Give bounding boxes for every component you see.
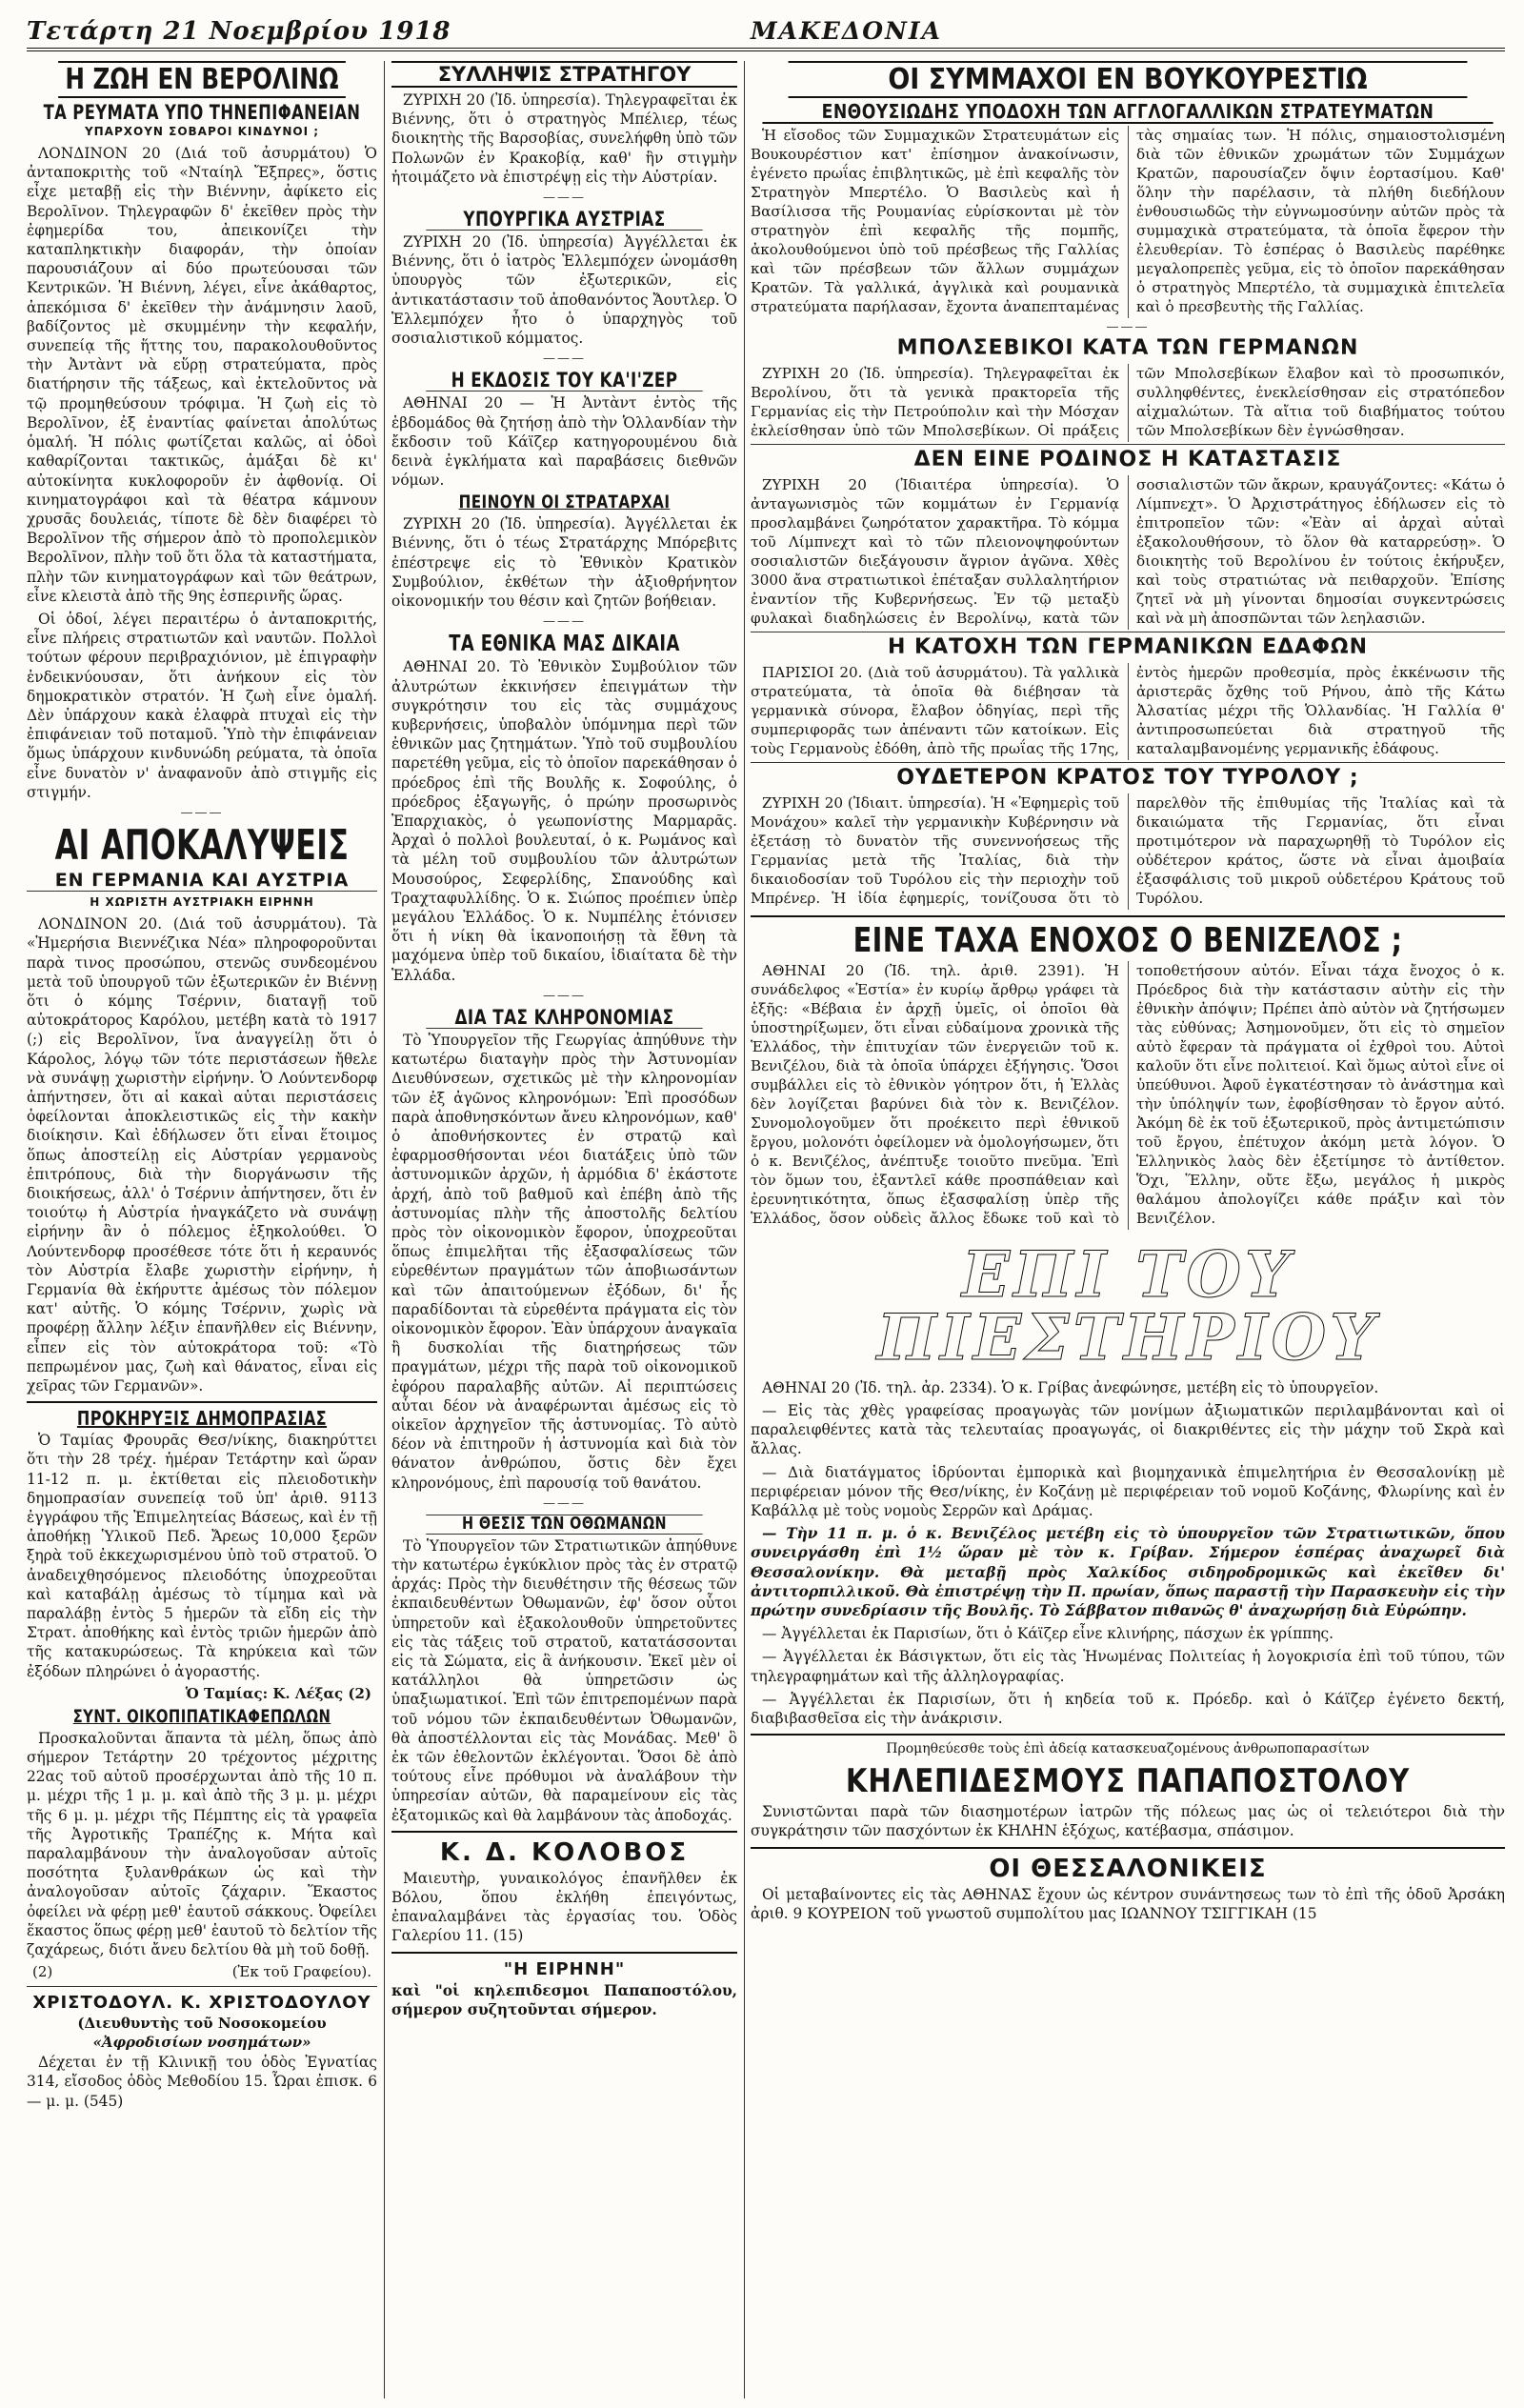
article-body: — Τὴν 11 π. μ. ὁ κ. Βενιζέλος μετέβη εἰς τὸ ὑπουργεῖον τῶν Στρατιωτικῶν, ὅπου συνειργάσθη ἐπὶ 1½ ὥραν μὲ τὸν κ. Γρίβαν. Σήμερον ἑσπέρας ἀναχωρεῖ διὰ Θεσσαλονίκην. Θὰ μεταβῇ πρὸς Χαλκίδος σιδηροδρομικῶς καὶ ἐκεῖθεν δι' ἀντιτορπιλλικοῦ. Θὰ ἐπιστρέψῃ τὴν Π. πρωίαν, ὅπως παραστῇ τὴν Παρασκευὴν εἰς τὴν πρώτην συνεδρίασιν τῆς Βουλῆς. Τὸ Σάββατον πιθανῶς θ' ἀναχωρήσῃ διὰ Εὐρώπην.	[751, 1525, 1505, 1620]
article-body: ΖΥΡΙΧΗ 20 (Ἰδ. ὑπηρεσία). Τηλεγραφεῖται ἐκ Βιέννης, ὅτι ὁ στρατηγὸς Μπέλιερ, τέως διοικητὴς τῆς Βαρσοβίας, συνελήφθη ὑπὸ τῶν Πολωνῶν ἐν Κρακοβίᾳ, καθ' ἣν στιγμὴν ἡτοιμάζετο νὰ ἐπιστρέψῃ εἰς τὴν Αὐστρίαν.	[391, 91, 737, 186]
article-body: Τὸ Ὑπουργεῖον τῶν Στρατιωτικῶν ἀπηύθυνε τὴν κατωτέρω ἐγκύκλιον πρὸς τὰς ἐν στρατῷ ἀρχάς: Πρὸς τὴν διευθέτησιν τῆς θέσεως τῶν ἐκπαιδευθέντων Ὀθωμανῶν, ἐφ' ὅσον οὗτοι ὑπηρετοῦν καὶ ἐξακολουθοῦν ὑπηρετοῦντες εἰς τὰς τάξεις τοῦ στρατοῦ, κατατάσσονται εἰς τὰ Σώματα, εἰς ἃ ἀνήκουσιν. Ἐκεῖ μὲν οἱ κατάλληλοι θὰ ὑπηρετῶσιν ὡς ὑπαξιωματικοί. Ἐπὶ τῶν ἐπιτρεπομένων παρὰ τοῦ νόμου τῶν ἐκπαιδευθέντων Ὀθωμανῶν, θὰ ἀποστέλλονται εἰς τὰς Μονάδας. Μεθ' ὃ ἐκ τῶν ἐθελοντῶν ἐκλέγονται. Ὅσοι δὲ ἀπὸ τούτους εἶνε πρόθυμοι νὰ ἀναλάβουν τὴν ὑπηρεσίαν αὐτῶν, θὰ παραμείνουν εἰς τὰς ἐξατομικῶς καὶ θὰ λαμβάνουν τὰς ἀποδοχάς.	[391, 1536, 737, 1824]
article-headline: ΕΠΙ ΤΟΥ ΠΙΕΣΤΗΡΙΟΥ	[876, 1236, 1379, 1375]
article-body-columns	[751, 663, 1505, 760]
separator: ———	[180, 805, 224, 820]
article-body: ΑΘΗΝΑΙ 20 — Ἡ Ἀντὰντ ἐντὸς τῆς ἑβδομάδος θὰ ζητήσῃ ἀπὸ τὴν Ὁλλανδίαν τὴν ἔκδοσιν τοῦ Κάϊζερ κατηγορουμένου διὰ δεινὰ ἐγκλήματα καὶ παραβάσεις διεθνῶν νόμων.	[391, 394, 737, 490]
notice-source: (Ἐκ τοῦ Γραφείου).	[231, 1963, 371, 1981]
article-body: ΛΟΝΔΙΝΟΝ 20 (Διά τοῦ ἀσυρμάτου) Ὁ ἀνταποκριτὴς τοῦ «Νταίηλ Ἔξπρες», ὅστις εἶχε μεταβῇ εἰς τὴν Βιέννην, ἀφίκετο εἰς Βερολῖνον. Τηλεγραφῶν δ' ἐκεῖθεν πρὸς τὴν ἐφημερίδα του, ἀπεικονίζει τὴν καταπληκτικὴν διαφοράν, τὴν ὁποίαν παρουσιάζουν αἱ δύο πρωτεύουσαι τῶν Κεντρικῶν. Ἡ Βιέννη, λέγει, εἶνε ἀκάθαρτος, ἀπεκόμισα δ' ἐκεῖθεν τὴν ἀνάμνησιν λαοῦ, βαδίζοντος μὲ σκυμμένην τὴν κεφαλήν, συνεπείᾳ τῆς ἥττης του, παρακολουθοῦντος τὴν Ἀντὰντ νὰ εὕρῃ στρατεύματα, πρὸς διατήρησιν τῆς τάξεως, καὶ ἐκτελοῦντος νὰ τῷ προμηθεύσουν τρόφιμα. Ἡ ζωὴ εἰς τὸ Βερολῖνον, ἐξ ἐναντίας φαίνεται ἀπολύτως ὁμαλή. Ἡ πόλις φωτίζεται καλῶς, αἱ ὁδοὶ καθαρίζονται τακτικῶς, ἁμάξαι δὲ κι' αὐτοκίνητα κυκλοφοροῦν ἐν ἀφθονίᾳ. Οἱ κινηματογράφοι καὶ τὰ θέατρα κάμνουν χρυσᾶς δουλειάς, τίποτε δὲ δὲν διαφέρει τὸ Βερολῖνον τῆς σήμερον ἀπὸ τὸ προπολεμικὸν Βερολῖνον, πλὴν τοῦ ὅτι ὅλα τὰ καταστήματα, πλὴν τῶν κινηματογράφων καὶ τῶν θεάτρων, εἶνε κλειστὰ ἀπὸ τῆς 9ης ἑσπερινῆς ὥρας.	[27, 145, 377, 605]
notice-signature	[27, 1963, 377, 1980]
article-headline: ΣΥΛΛΗΨΙΣ ΣΤΡΑΤΗΓΟΥ	[391, 61, 737, 88]
article-subhead: ΕΝΘΟΥΣΙΩΔΗΣ ΥΠΟΔΟΧΗ ΤΩΝ ΑΓΓΛΟΓΑΛΛΙΚΩΝ ΣΤΡΑΤΕΥΜΑΤΩΝ	[762, 102, 1493, 124]
column-rule	[384, 61, 385, 2398]
article-headline: ΤΑ ΕΘΝΙΚΑ ΜΑΣ ΔΙΚΑΙΑ	[449, 632, 680, 657]
column-3	[751, 61, 1505, 2398]
ad-title: "Η ΕΙΡΗΝΗ"	[503, 1958, 626, 1979]
notice-title: ΣΥΝΤ. ΟΙΚΟΠΙΠΑΤΙΚΑΦΕΠΩΛΩΝ	[72, 1705, 331, 1727]
ad-subtitle: «Ἀφροδισίων νοσημάτων»	[92, 2034, 311, 2052]
article-headline: Η ΚΑΤΟΧΗ ΤΩΝ ΓΕΡΜΑΝΙΚΩΝ ΕΔΑΦΩΝ	[751, 632, 1505, 659]
notice-body: Προσκαλοῦνται ἅπαντα τὰ μέλη, ὅπως ἀπὸ σήμερον Τετάρτην 20 τρέχοντος μέχριτης 22ας τοῦ αὐτοῦ προσέρχωνται ἀπὸ τῆς 10 π. μ. μέχρι τῆς 1 μ. μ. καὶ ἀπὸ τῆς 3 μ. μ. μέχρι τῆς 6 μ. μ. μέχρι τῆς Πέμπτης εἰς τὰ γραφεῖα τῆς Ἀγροτικῆς Τραπέζης κ. Μήτα καὶ παραλαμβάνουν τὴν ἀναλογοῦσαν αὐτοῖς ποσότητα ξυλανθράκων ὡς καὶ τὴν ἀναλογοῦσαν αὐτοῖς ζάχαριν. Ἕκαστος ὀφείλει νὰ φέρῃ μεθ' ἑαυτοῦ σάκκους. Ὀφείλει ἕκαστος ὅπως φέρῃ μεθ' ἑαυτοῦ τὸ δελτίον τῆς ζαχάρεως, διότι ἄνευ δελτίου θὰ μὴ τοῦ δοθῇ.	[27, 1729, 377, 1959]
separator: ———	[543, 614, 586, 630]
article-headline: ΥΠΟΥΡΓΙΚΑ ΑΥΣΤΡΙΑΣ	[426, 209, 702, 231]
ad-body: Οἱ μεταβαίνοντες εἰς τὰς ΑΘΗΝΑΣ ἔχουν ὡς κέντρον συνάντησεως των τὸ ἐπὶ τῆς ὁδοῦ Ἀρσάκη ἀριθ. 9 ΚΟΥΡΕΙΟΝ τοῦ γνωστοῦ συμπολίτου μας ΙΩΑΝΝΟΥ ΤΣΙΓΓΙΚΑΗ (15	[751, 1885, 1505, 1922]
article-headline: Η ΕΚΔΟΣΙΣ ΤΟΥ ΚΑ'Ι'ΖΕΡ	[426, 370, 702, 391]
article-body: — Ἀγγέλλεται ἐκ Βάσιγκτων, ὅτι εἰς τὰς Ἡνωμένας Πολιτείας ἡ λογοκρισία ἐπὶ τοῦ τύπου, τῶν τηλεγραφημάτων καὶ τῆς ἀλληλογραφίας.	[751, 1648, 1505, 1685]
article-headline: ΟΥΔΕΤΕΡΟΝ ΚΡΑΤΟΣ ΤΟΥ ΤΥΡΟΛΟΥ ;	[751, 762, 1505, 790]
ad-body: Μαιευτὴρ, γυναικολόγος ἐπανῆλθεν ἐκ Βόλου, ὅπου ἐκλήθη ἐπειγόντως, ἐπαναλαμβάνει τὰς ἐργασίας του. Ὁδὸς Γαλερίου 11. (15)	[391, 1869, 737, 1945]
article-subhead: ΕΝ ΓΕΡΜΑΝΙΑ ΚΑΙ ΑΥΣΤΡΙΑ	[27, 870, 377, 892]
article-body: ΖΥΡΙΧΗ 20 (Ἰδιαιτέρα ὑπηρεσία). Ὁ ἀνταγωνισμὸς τῶν κομμάτων ἐν Γερμανίᾳ προσλαμβάνει ζωηρότατον χαρακτῆρα. Τὸ κόμμα τοῦ Λίμπνεχτ καὶ τὸ τῶν πλειονοψηφούντων σοσιαλιστῶν διεξάγουσιν ἄγριον ἀγῶνα. Χθὲς 3000 ἄνα στρατιωτικοὶ ἐπέταξαν συλλαλητήριον ἐναντίον τῆς Κυβερνήσεως. Ἐν τῷ μεταξὺ φυλακαὶ διαδηλώσεις ἐν Βερολίνῳ, κατὰ τῶν σοσιαλιστῶν τῶν ἄκρων, κραυγάζοντες: «Κάτω ὁ Λίμπνεχτ». Ὁ Ἀρχιστράτηγος ἐδήλωσεν εἰς τὸ ἐπιτροπεῖον τῶν: «Ἐὰν αἱ ἀρχαὶ αὐταὶ ἐξακολουθήσουν, τὸ ὅλον θὰ καταρρεύσῃ». Ὁ διοικητὴς τοῦ Βερολίνου ἐν τούτοις ἐκήρυξεν, καὶ τοὺς στρατιώτας νὰ πειθαρχοῦν. Ἐπίσης ζητεῖ νὰ μὴ γίνονται δημοσίαι συγκεντρώσεις καὶ νὰ μὴ ἀποσπῶνται τῶν λεηλασιῶν.	[751, 476, 1505, 627]
article-kicker: Η ΖΩΗ ΕΝ ΒΕΡΟΛΙΝΩ	[58, 61, 346, 98]
article-body: ΖΥΡΙΧΗ 20 (Ἰδ. ὑπηρεσία). Τηλεγραφεῖται ἐκ Βερολίνου, ὅτι τὰ γενικὰ πρακτορεῖα τῆς Γερμανίας εἰς τὴν Πετρούπολιν καὶ τὴν Μόσχαν ἐκλείσθησαν ὑπὸ τῶν Μπολσεβίκων. Οἱ πράξεις τῶν Μπολσεβίκων ἔλαβον καὶ τὸ προσωπικόν, συλληφθέντες, ἐνεκλείσθησαν εἰς στρατόπεδον αἰχμαλώτων. Τὰ αἴτια τοῦ διαβήματος τούτου τῶν Μπολσεβίκων δὲν ἐγνώσθησαν.	[751, 365, 1505, 439]
article-body-columns	[751, 475, 1505, 630]
notice-body: Ὁ Ταμίας Φρουρᾶς Θεσ/νίκης, διακηρύττει ὅτι τὴν 28 τρέχ. ἡμέραν Τετάρτην καὶ ὥραν 11-12 π. μ. ἐκτίθεται εἰς πλειοδοτικὴν δημοπρασίαν συνεπείᾳ τοῦ ὑπ' ἀριθ. 9113 ἐγγράφου τῆς Ἐπιμελητείας Βάσεως, καὶ ἐν τῇ ἀποθήκῃ Ὑλικοῦ Πεδ. Ἄρεως 10,000 ξερῶν ξηρὰ τοῦ ἐκκεχωρισμένου ὑπὸ τοῦ στρατοῦ. Ὁ ἀναδειχθησόμενος πλειοδότης ὑποχρεοῦται καὶ καταβάλῃ ἀμέσως τὸ τίμημα καὶ νὰ παραλάβῃ ἐντὸς 5 ἡμερῶν τὰ εἴδη εἰς τὴν Στρατ. ἀποθήκης καὶ ἐντὸς τριῶν ἡμερῶν ἀπὸ τῆς κατακυρώσεως. Τὰ κηρύκεια καὶ τῶν ἐξόδων πληρώνει ὁ ἀγοραστής.	[27, 1432, 377, 1680]
column-2	[391, 61, 737, 2398]
article-headline: ΜΠΟΛΣΕΒΙΚΟΙ ΚΑΤΑ ΤΩΝ ΓΕΡΜΑΝΩΝ	[896, 336, 1359, 360]
article-body: — Διὰ διατάγματος ἱδρύονται ἐμπορικὰ καὶ βιομηχανικὰ ἐπιμελητήρια ἐν Θεσσαλονίκῃ μὲ περιφέρειαν μόνον τῆς Θεσ/νίκης, ἐν Κοζάνῃ μὲ περιφέρειαν τοῦ νομοῦ Κοζάνης, Φλωρίνης καὶ ἐν Καβάλλᾳ μὲ τοὺς νομοὺς Σερρῶν καὶ Δράμας.	[751, 1463, 1505, 1520]
ad-body: Συνιστῶνται παρὰ τῶν διασημοτέρων ἰατρῶν τῆς πόλεως μας ὡς οἱ τελειότεροι διὰ τὴν συγκράτησιν τῶν πασχόντων ἐκ ΚΗΛΗΝ ἑξόχως, κατέβασμα, σπάσιμον.	[751, 1803, 1505, 1840]
ad-title: ΧΡΙΣΤΟΔΟΥΛ. Κ. ΧΡΙΣΤΟΔΟΥΛΟΥ	[32, 1993, 371, 2014]
separator: ———	[543, 351, 586, 367]
masthead	[27, 17, 1505, 51]
article-body-columns	[751, 126, 1505, 318]
column-1	[27, 61, 377, 2398]
divider	[27, 1986, 377, 1987]
ad-title: ΟΙ ΘΕΣΣΑΛΟΝΙΚΕΙΣ	[989, 1854, 1267, 1883]
column-rule	[744, 61, 745, 2398]
separator: ———	[543, 191, 586, 206]
article-body: — Ἀγγέλλεται ἐκ Παρισίων, ὅτι ὁ Κάϊζερ εἶνε κλινήρης, πάσχων ἐκ γρίππης.	[762, 1625, 1334, 1643]
ad-title: Κ. Δ. ΚΟΛΟΒΟΣ	[439, 1837, 690, 1867]
newspaper-page	[27, 17, 1505, 2398]
notice-signature: Ὁ Ταμίας: Κ. Λέξας (2)	[185, 1684, 371, 1702]
article-body: — Εἰς τὰς χθὲς γραφείσας προαγωγὰς τῶν μονίμων ἀξιωματικῶν περιλαμβάνονται καὶ οἱ παραλειφθέντες κατὰ τὰς τελευταίας προαγωγάς, οἱ διακριθέντες εἰς τὴν μάχην τοῦ Σκρὰ καὶ ἄλλας.	[751, 1402, 1505, 1458]
ad-body: καὶ "οἱ κηλεπιδεσμοι Παπαποστόλου, σήμερον συζητοῦνται σήμερον.	[391, 1981, 737, 2018]
divider	[391, 1952, 737, 1954]
separator: ———	[543, 1495, 586, 1511]
article-body: ΠΑΡΙΣΙΟΙ 20. (Διὰ τοῦ ἀσυρμάτου). Τὰ γαλλικὰ στρατεύματα, τὰ ὁποῖα θὰ διέβησαν τὰ γερμανικὰ σύνορα, ἔλαβον ὁδηγίας, περὶ τῆς συμπεριφορᾶς των ἀπέναντι τῶν κατοίκων. Εἰς τοὺς Γερμανοὺς ἐδόθη, ἀπὸ τῆς πρωΐας τῆς 17ης, ἐντὸς ἡμερῶν προθεσμία, πρὸς ἐκκένωσιν τῆς ἀριστερᾶς ὄχθης τοῦ Ρήνου, ἀπὸ τῆς Κάτω Ἀλσατίας μέχρι τῆς Ὁλλανδίας. Ἡ Γαλλία θ' ἀντιπροσωπεύεται διὰ στρατηγοῦ τῆς καταλαμβανομένης γερμανικῆς ἐδάφους.	[751, 664, 1505, 757]
ad-title: ΚΗΛΕΠΙΔΕΣΜΟΥΣ ΠΑΠΑΠΟΣΤΟΛΟΥ	[845, 1762, 1411, 1801]
separator: ———	[543, 988, 586, 1003]
article-headline: ΟΙ ΣΥΜΜΑΧΟΙ ΕΝ ΒΟΥΚΟΥΡΕΣΤΙΩ	[789, 61, 1468, 98]
article-body: ΖΥΡΙΧΗ 20 (Ἰδ. ὑπηρεσία). Ἀγγέλλεται ἐκ Βιέννης, ὅτι ὁ τέως Στρατάρχης Μπόρεβιτς ἐπέστρεψε εἰς τὸ Ἐθνικὸν Κρατικὸν Συμβούλιον, ἐκθέτων τὴν ἀξιοθρήνητον οἰκονομικήν του θέσιν καὶ ζητῶν βοήθειαν.	[391, 515, 737, 611]
ad-subtitle: (Διευθυντὴς τοῦ Νοσοκομείου	[77, 2015, 327, 2033]
article-body: Τὸ Ὑπουργεῖον τῆς Γεωργίας ἀπηύθυνε τὴν κατωτέρω διαταγὴν πρὸς τὴν Ἀστυνομίαν Διευθύνσεων, σχετικῶς μὲ τὴν κληρονομίαν τῶν ἐξ ἀγῶνος κληρονόμων: Ἐπὶ προσόδων παρὰ ἀποθνησκόντων ἄνευ κληρονόμων, καθ' ὁ ἀποθνήσκοντες ἐν στρατῷ καὶ ἐφαρμοσθήσονται νέοι διατάξεις ὑπὸ τῶν ἀστυνομικῶν ἀρχῶν, ἡ ἀρμόδια δ' ἑκάστοτε ἀρχή, ἀπὸ τοῦ βαθμοῦ καὶ ἐπέβη ἀπὸ τῆς ἀστυνομίας πλὴν τῆς ἀποστολῆς δελτίου πρὸς τὸν οἰκονομικὸν ἔφορον, ὑποχρεοῦται ὅπως ἐπιμελῆται τῆς ἐξασφαλίσεως τῶν εὑρεθέντων πραγμάτων τῶν ἀποβιωσάντων καὶ τῶν ἀπαιτούμενων ἐξόδων, δι' ἧς παραδίδονται τὰ εὑρεθέντα πράγματα εἰς τὸν οἰκονομικὸν ἔφορον. Ἐὰν ὑπάρχουν ἀναγκαῖα ἢ δυσκολίαι τῆς διατηρήσεως τῶν πραγμάτων, μέχρι τῆς παρὰ τοῦ οἰκονομικοῦ ἐφόρου παραλαβῆς αὐτῶν. Αἱ περιπτώσεις αὗται δέον νὰ ἀναφέρωνται ἀμέσως εἰς τὸ οἰκεῖον ἀρχηγεῖον τῆς ἀστυνομίας. Τὸ αὐτὸ δέον νὰ ἐπιτηροῦν ἡ ἀστυνομία καὶ διὰ τὸν θάνατον ἀνθρώπου, ὅστις δὲν ἔχει κληρονόμους, ἐπὶ παρουσίᾳ τοῦ θανάτου.	[391, 1031, 737, 1492]
article-headline: ΔΙΑ ΤΑΣ ΚΛΗΡΟΝΟΜΙΑΣ	[426, 1007, 702, 1029]
article-body: ΑΘΗΝΑΙ 20 (Ἰδ. τηλ. ἀρ. 2334). Ὁ κ. Γρίβας ἀνεφώνησε, μετέβη εἰς τὸ ὑπουργεῖον.	[762, 1378, 1379, 1396]
article-headline: ΠΕΙΝΟΥΝ ΟΙ ΣΤΡΑΤΑΡΧΑΙ	[458, 492, 671, 513]
article-body: Οἱ ὁδοί, λέγει περαιτέρω ὁ ἀνταποκριτής, εἶνε πλήρεις στρατιωτῶν καὶ ναυτῶν. Πολλοὶ τούτων φέρουν περιβραχιόνιον, μὲ ἐπιγραφὴν ἐνδεικνύουσαν, ὅτι ἀνήκουν εἰς τὸν δημοκρατικὸν στρατόν. Ἡ ζωὴ εἶνε ὁμαλή. Δὲν ὑπάρχουν κακὰ ἐλαφρὰ πτυχαὶ εἰς τὴν ἐπιφάνειαν τοῦ ποταμοῦ. Ὑπὸ τὴν ἐπιφάνειαν ὅμως ὑπάρχουν κινδυνώδη ρεύματα, τὰ ὁποῖα εἶνε δυνατὸν ν' ἀναφανοῦν ἀπὸ στιγμῆς εἰς στιγμήν.	[27, 610, 377, 801]
article-body: ΛΟΝΔΙΝΟΝ 20. (Διά τοῦ ἀσυρμάτου). Τὰ «Ἡμερήσια Βιεννέζικα Νέα» πληροφοροῦνται παρὰ τινος προσώπου, στενῶς συνδεομένου μετὰ τοῦ ὑπουργοῦ τῶν ἐξωτερικῶν ἐν Βιέννῃ ὅτι ὁ κόμης Τσέρνιν, διαταγῇ τοῦ αὐτοκράτορος Καρόλου, μετέβη κατὰ τὸ 1917 (;) εἰς Βερολῖνον, ἵνα ἀναγγείλῃ ὅτι ὁ Κάρολος, λόγῳ τῶν τότε περιστάσεων ἤθελε νὰ συνάψῃ χωριστὴν εἰρήνην. Ὁ Λούντενδορφ ἀπήντησεν, ὅτι αἱ κακαὶ αὐται περιστάσεις ὀφείλονται ἀποκλειστικῶς εἰς τὴν κακὴν διοίκησιν. Καὶ ἐδήλωσεν ὅτι εἶναι ἕτοιμος ὅπως ἀποστείλῃ εἰς Αὐστρίαν γερμανοὺς ἐπιτρόπους, διὰ τὴν διοργάνωσιν τῆς διοικήσεως, ἀλλ' ὁ Τσέρνιν ἀπήντησεν, ὅτι ἐν τοιούτῳ ἡ Αὐστρία ἠναγκάζετο νὰ συνάψῃ εἰρήνην ἂν ὁ πόλεμος ἐξηκολούθει. Ὁ Λούντενδορφ προσέθεσε τότε ὅτι ἡ κεραυνός τὸν Αὐστρία ἔλαβε χωριστὴν εἰρήνην, ἡ Γερμανία θὰ ἐκήρυττε ἀμέσως τὸν πόλεμον κατ' αὐτῆς. Ὁ κόμης Τσέρνιν, χωρὶς νὰ προφέρῃ ἄλλην λέξιν ἐπανῆλθεν εἰς Βιέννην, εἶπεν εἰς τὸν αὐτοκράτορα τοῦ: «Τὸ πεπρωμένον μας, ζωὴ καὶ θάνατος, εἶναι εἰς χεῖρας τῶν Γερμανῶν».	[27, 915, 377, 1395]
divider	[751, 915, 1505, 917]
article-subhead: Η ΧΩΡΙΣΤΗ ΑΥΣΤΡΙΑΚΗ ΕΙΡΗΝΗ	[90, 895, 314, 910]
ad-body: Δέχεται ἐν τῇ Κλινικῇ του ὁδὸς Ἐγνατίας 314, εἴσοδος ὁδὸς Μεθοδίου 15. Ὧραι ἐπισκ. 6— μ. μ. (545)	[27, 2054, 377, 2110]
divider	[751, 1847, 1505, 1849]
article-body: ΑΘΗΝΑΙ 20. Τὸ Ἐθνικὸν Συμβούλιον τῶν ἀλυτρώτων ἐκκινήσεν ἐπειγμάτων τὴν συγκρότησιν του εἰς τὰς συμμάχους κυβερνήσεις, ὑποβαλὸν ὑπόμνημα περὶ τῶν ἐθνικῶν μας ζητημάτων. Ὑπὸ τοῦ συμβουλίου παρετέθη γεῦμα, εἰς τὸ ὁποῖον παρεκάθησαν ὁ πρόεδρος ἐπὶ τῆς Βουλῆς κ. Σοφούλης, ὁ πρόεδρος ἐξαγωγῆς, ὁ πρώην προσωρινὸς Ἐπαρχιακὸς, ὁ γεωπονίστης Μαρμαρᾶς. Ἀρχαὶ ὁ πολλοὶ βουλευταί, ὁ κ. Ρωμάνος καὶ τὰ μέλη τοῦ συμβουλίου τῶν ἀλυτρώτων Μουσούρος, Σεφερλίδης, Σπανούδης καὶ Τραχταφυλλίδης. Ὁ κ. Σιώπος προέπιεν ὑπὲρ μεγάλου Ἑλλάδος. Ὁ κ. Νυμπέλης ἐτόνισεν ὅτι ἡ νίκη θὰ ἱκανοποιήσῃ τὰ ἔθνη τὰ μαχόμενα ὑπὲρ τοῦ δικαίου, ἰδιαίτατα δὲ τὴν Ἑλλάδα.	[391, 658, 737, 984]
notice-title: ΠΡΟΚΗΡΥΞΙΣ ΔΗΜΟΠΡΑΣΙΑΣ	[76, 1407, 328, 1431]
article-headline: ΔΕΝ ΕΙΝΕ ΡΟΔΙΝΟΣ Η ΚΑΤΑΣΤΑΣΙΣ	[751, 444, 1505, 472]
article-body: — Ἀγγέλλεται ἐκ Παρισίων, ὅτι ἡ κηδεία τοῦ κ. Πρόεδρ. καὶ ὁ Κάϊζερ ἐγένετο δεκτή, διαβιβασθεῖσα εἰς τὴν ἀνάκρισιν.	[751, 1690, 1505, 1728]
article-body: ΖΥΡΙΧΗ 20 (Ἰδ. ὑπηρεσία) Ἀγγέλλεται ἐκ Βιέννης, ὅτι ὁ ἰατρὸς Ἑλλεμπόχεν ὠνομάσθη ὑπουργὸς τῶν ἐξωτερικῶν, εἰς ἀντικατάστασιν τοῦ ἀποθανόντος Ἄουτλερ. Ὁ Ἑλλεμπόχεν ἦτο ὁ ὑπαρχηγὸς τοῦ σοσιαλιστικοῦ κόμματος.	[391, 233, 737, 348]
article-body: ΖΥΡΙΧΗ 20 (Ἰδιαιτ. ὑπηρεσία). Ἡ «Ἐφημερὶς τοῦ Μονάχου» καλεῖ τὴν γερμανικὴν Κυβέρνησιν νὰ ἐξετάσῃ τὸ δυνατὸν τῆς συνεννοήσεως τῆς Γερμανίας μετὰ τῆς Ἰταλίας, διὰ τὴν δικαιοδοσίαν τοῦ Τυρόλου εἰς τὴν περιοχὴν τοῦ Μπρένερ. Ἡ ἰδία ἐφημερίς, τονίζουσα ὅτι τὸ παρελθὸν τῆς ἐπιθυμίας τῆς Ἰταλίας καὶ τὰ δικαιώματα τῆς Γερμανίας, ὅτι εἶναι προτιμότερον νὰ παραχωρηθῇ τὸ Τυρόλον εἰς οὐδέτερον κράτος, ὥστε νὰ εἶναι ἀμοιβαία ἐξασφάλισις τοῦ μικροῦ οὐδετέρου Κράτους τοῦ Τυρόλου.	[751, 794, 1505, 907]
article-headline: Η ΘΕΣΙΣ ΤΩΝ ΟΘΩΜΑΝΩΝ	[426, 1515, 702, 1535]
article-body: ΑΘΗΝΑΙ 20 (Ἰδ. τηλ. ἀριθ. 2391). Ἡ συνάδελφος «Ἑστία» ἐν κυρίῳ ἄρθρῳ γράφει τὰ ἑξῆς: «Βέβαια ἐν ἀρχῇ ὑμεῖς, οἱ ὁποῖοι θὰ ὑποστηρίξωμεν, ὅτι εἶναι εὐδαίμονα χρονικὰ τῆς Ἑλλάδος, τὴν ἐπιτυχίαν τῶν ἐνεργειῶν τοῦ κ. Βενιζέλου, διὰ τὰ ὁποῖα ὑπάρχει ἐξήγησις. Ὅσοι συμβάλλει εἰς τὸ ἐθνικὸν γόητρον ὅτι, ἡ Ἑλλὰς δὲν λογίζεται βαρύνει διὰ τὸν κ. Βενιζέλον. Συνομολογοῦμεν ὅτι προέκειτο περὶ ἐθνικοῦ ἔργου, μολονότι ὀφείλομεν νὰ ὁμολογήσωμεν, ὅτι ὁ κ. Βενιζέλος, ἀνέπτυξε τοιοῦτο πνεῦμα. Ἐπὶ τὸν ὅμων του, ἐξαντλεῖ κάθε προσπάθειαν καὶ ἐρευνητικότητα, ὅπως ἐξασφαλίσῃ ὑπὲρ τῆς Ἑλλάδος, ὅσον οὐδεὶς ἄλλος ἔδωκε τοῦ καὶ τὸ τοποθετήσουν αὐτόν. Εἶναι τάχα ἔνοχος ὁ κ. Πρόεδρος διὰ τὴν κατάστασιν αὐτὴν εἰς τὴν ἐθνικὴν ἀπόψιν; Πρέπει ἀπὸ αὐτὸν νὰ ζητήσωμεν τὰς εὐθύνας; Ἀσημονοῦμεν, ὅτι εἰς τὸ σημεῖον αὐτὸ ἔφεραν τὰ πράγματα οἱ ἐχθροὶ του. Αὐτοὶ καλοῦν ὅτι εἶνε πολιτειοί. Καὶ ὅμως αὐτοὶ εἶνε οἱ ὑπεύθυνοι. Ἀφοῦ ἐγκατέστησαν τὸ ἀνάστημα καὶ τὴν ὑπόληψίν των, ἐφοβίσθησαν τὸ ἔργον αὐτό. Ἀκόμη δὲ ἐκ τοῦ ἐξωτερικοῦ, πρὸς ἀντιμετώπισιν τοῦ ἔργου, ἐπέτυχον ἀκόμη μετὰ λόγον. Ὁ Ἑλληνικὸς λαὸς δὲν ἐξετίμησε τὸ ἀντίθετον. Ὅχι, Ἕλλην, οὔτε ἔξω, μεγάλος ἡ μικρὸς θαλάμου ἀπολογίζει κάθε πράξιν καὶ τὸν Βενιζέλον.	[751, 961, 1505, 1227]
issue-date: Τετάρτη 21 Νοεμβρίου 1918	[27, 17, 451, 46]
article-body: Ἡ εἴσοδος τῶν Συμμαχικῶν Στρατευμάτων εἰς Βουκουρέστιον κατ' ἐπίσημον ἀνακοίνωσιν, ἐγένετο πρωΐας ἐπιβλητικῶς, μὲ ἐπὶ κεφαλῆς τὸν Στρατηγὸν Μπερτέλο. Ὁ Βασιλεὺς καὶ ἡ Βασίλισσα τῆς Ρουμανίας εὑρίσκονται μὲ τὸν στρατηγὸν ἐπὶ κεφαλῆς τῆς πομπῆς, ἀκολουθούμενοι ὑπὸ τοῦ πρέσβεως τῆς Γαλλίας καὶ τῶν πρέσβεων τῶν ἄλλων συμμάχων Κρατῶν. Τὰ γαλλικά, ἀγγλικὰ καὶ ρουμανικὰ στρατεύματα παρήλασαν, ἔχοντα ἀναπεπταμένας τὰς σημαίας των. Ἡ πόλις, σημαιοστολισμένη διὰ τῶν ἐθνικῶν χρωμάτων τῶν Συμμάχων Κρατῶν, παρουσίαζεν ὄψιν ἑορτασίμου. Καθ' ὅλην τὴν παρέλασιν, τὰ πλήθη διεδήλουν ἐνθουσιωδῶς τὴν εὐγνωμοσύνην αὐτῶν πρὸς τὰ συμμαχικὰ στρατεύματα, τὰ ὁποῖα ἔφερον τὴν ἐλευθερίαν. Τὸ ἑσπέρας ὁ Βασιλεὺς παρέθηκε μεγαλοπρεπὲς γεῦμα, εἰς τὸ ὁποῖον παρεκάθησαν ὁ στρατηγὸς Μπερτέλο, τὰ συμμαχικὰ ἐπιτελεῖα καὶ ὁ πρεσβευτὴς τῆς Γαλλίας.	[751, 127, 1505, 315]
article-headline: ΤΑ ΡΕΥΜΑΤΑ ΥΠΟ ΤΗΝΕΠΙΦΑΝΕΙΑΝ	[43, 101, 361, 124]
ad-kicker: Προμηθεύεσθε τοὺς ἐπὶ ἀδείᾳ κατασκευαζομένους ἀνθρωποπαρασίτων	[886, 1741, 1370, 1757]
article-body-columns	[751, 793, 1505, 910]
article-body-columns	[751, 961, 1505, 1230]
separator: ———	[1106, 320, 1150, 334]
divider	[391, 1831, 737, 1833]
newspaper-title: ΜΑΚΕΔΟΝΙΑ	[751, 17, 942, 45]
article-headline: ΑΙ ΑΠΟΚΑΛΥΨΕΙΣ	[54, 820, 350, 870]
article-headline: ΕΙΝΕ ΤΑΧΑ ΕΝΟΧΟΣ Ο ΒΕΝΙΖΕΛΟΣ ;	[852, 921, 1403, 960]
divider	[27, 1401, 377, 1403]
divider	[751, 1734, 1505, 1736]
article-subhead: ΥΠΑΡΧΟΥΝ ΣΟΒΑΡΟΙ ΚΙΝΔΥΝΟΙ ;	[84, 125, 320, 139]
notice-ref: (2)	[32, 1963, 53, 1981]
article-body-columns	[751, 364, 1505, 442]
